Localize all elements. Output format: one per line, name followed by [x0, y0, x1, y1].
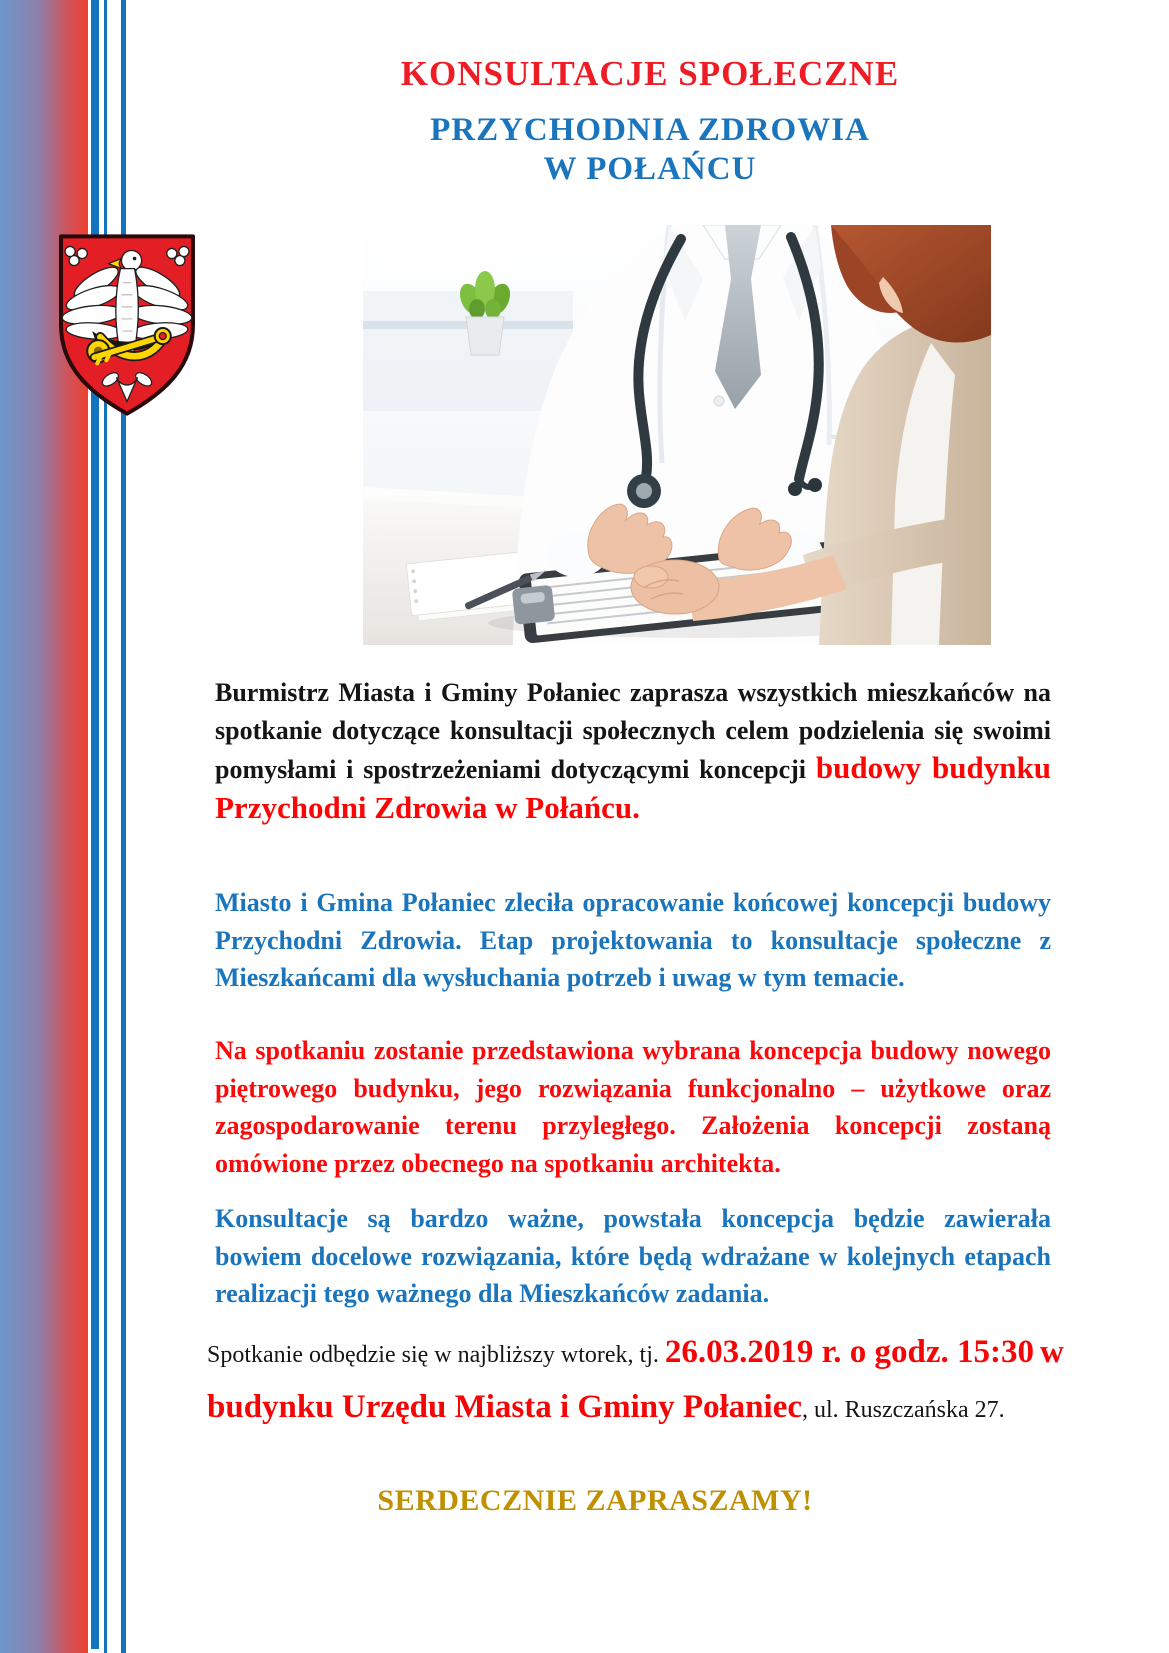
subtitle-line1: PRZYCHODNIA ZDROWIA [430, 112, 870, 148]
paragraph-importance: Konsultacje są bardzo ważne, powstała koncepcja będzie zawierała bowiem docelowe rozwiązania, które będą wdrażane w kolejnych etapach realizacji tego ważnego dla Mieszkańców zadania. [215, 1204, 1051, 1308]
subtitle-line2: W POŁAŃCU [543, 151, 757, 187]
meeting-venue: w budynku Urzędu Miasta i Gminy Połaniec [207, 1334, 1064, 1425]
doctor-patient-photo [363, 225, 991, 645]
paragraph-intro-red: budowy budynku Przychodni Zdrowia w Połańcu. [215, 750, 1051, 825]
meeting-intro-text: Spotkanie odbędzie się w najbliższy wtorek, tj. [207, 1342, 665, 1368]
paragraph-concept: Miasto i Gmina Połaniec zleciła opracowanie końcowej koncepcji budowy Przychodni Zdrowia. Etap projektowania to konsultacje społeczne z Mieszkańcami dla wysłuchania potrzeb i uwag w tym temacie. [215, 888, 1051, 992]
meeting-info [207, 1326, 1069, 1436]
page-title: KONSULTACJE SPOŁECZNE [400, 54, 900, 93]
closing-invitation: SERDECZNIE ZAPRASZAMY! [377, 1484, 813, 1517]
paragraph-intro [215, 674, 1051, 828]
polaniec-coat-of-arms-icon [56, 232, 198, 418]
meeting-datetime: 26.03.2019 r. o godz. 15:30 [664, 1334, 1034, 1370]
paragraph-intro-black: Burmistrz Miasta i Gminy Połaniec zaprasza wszystkich mieszkańców na spotkanie dotyczące konsultacji społecznych celem podzielenia się swoimi pomysłami i spostrzeżeniami dotyczącymi koncepcji [215, 678, 1051, 784]
header-titles [215, 54, 1085, 189]
paragraph-meeting-topic: Na spotkaniu zostanie przedstawiona wybrana koncepcja budowy nowego piętrowego budynku, jego rozwiązania funkcjonalno – użytkowe oraz zagospodarowanie terenu przyległego. Założenia koncepcji zostaną omówione przez obecnego na spotkaniu architekta. [215, 1036, 1051, 1178]
meeting-address: , ul. Ruszczańska 27. [801, 1397, 1005, 1423]
